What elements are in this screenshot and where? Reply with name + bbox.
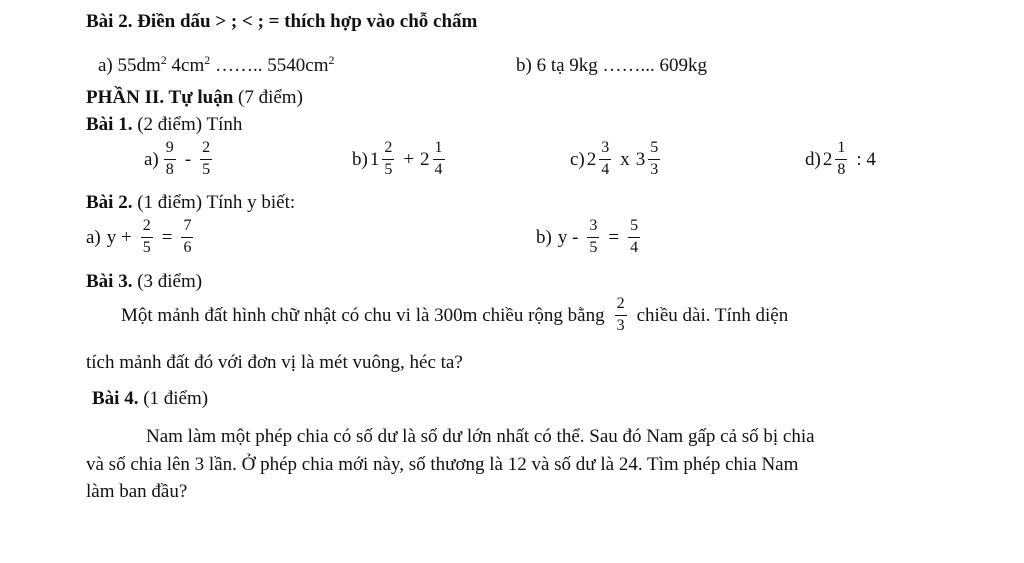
mixed-number: 2 $\frac{1}{4}$ [420, 139, 443, 178]
area-left-value: 55dm [117, 55, 161, 76]
exercise-1-item-a [144, 140, 215, 179]
exercise-4-label: Bài 4. [92, 388, 139, 409]
exercise-3-heading [86, 272, 202, 291]
fraction: $\frac{2}{3}$ [616, 295, 625, 334]
equals-sign: = [608, 226, 620, 248]
fraction: $\frac{3}{5}$ [589, 217, 598, 256]
operator: - [184, 148, 192, 170]
exercise-3-label: Bài 3. [86, 271, 133, 292]
item-label: b) [352, 148, 368, 170]
blank-dots: …….. [210, 55, 268, 76]
division-tail: : 4 [856, 148, 876, 170]
equals-sign: = [161, 226, 173, 248]
operator: + [403, 148, 415, 170]
part-2-heading [86, 88, 303, 107]
exercise-2-compare-title: Bài 2. Điền dấu > ; < ; = thích hợp vào chỗ chấm [86, 11, 478, 32]
part-2-title: PHẦN II. Tự luận [86, 87, 234, 108]
item-label: b) [536, 226, 552, 248]
equation-lhs: y - [557, 226, 579, 248]
exercise-4-line-1: Nam làm một phép chia có số dư là số dư lớn nhất có thể. Sau đó Nam gấp cả số bị chia [146, 426, 815, 447]
exercise-2-equation-b [536, 218, 643, 257]
part-2-points: (7 điểm) [233, 87, 303, 108]
exercise-4-heading [92, 389, 208, 408]
fraction: $\frac{2}{5}$ [142, 217, 151, 256]
fraction: $\frac{2}{5}$ [202, 139, 211, 178]
exercise-3-text-b: chiều dài. Tính diện [636, 304, 789, 326]
operator: x [620, 148, 630, 170]
exercise-2-part-a [98, 53, 335, 76]
exercise-1-heading [86, 115, 242, 134]
mixed-number: 1 $\frac{2}{5}$ [369, 139, 393, 178]
mixed-number: 3 $\frac{5}{3}$ [635, 139, 659, 178]
exercise-1-label: Bài 1. [86, 114, 133, 135]
mixed-number: 2 $\frac{1}{8}$ [822, 139, 846, 178]
item-label: a) [86, 226, 101, 248]
exercise-2-equation-a [86, 218, 196, 257]
area-left-value-2: 4cm [166, 55, 205, 76]
exercise-1-instruction: (2 điểm) Tính [132, 114, 243, 135]
exercise-4-line-2: và số chia lên 3 lần. Ở phép chia mới này, số thương là 12 và số dư là 24. Tìm phép chia Nam [86, 454, 799, 475]
fraction: $\frac{5}{4}$ [630, 217, 639, 256]
exponent: 2 [160, 53, 167, 67]
exercise-2-instruction: (1 điểm) Tính y biết: [132, 192, 296, 213]
exercise-3-line-1 [121, 296, 788, 335]
exercise-3-text-a: Một mảnh đất hình chữ nhật có chu vi là 300m chiều rộng bằng [121, 304, 605, 326]
exercise-2-find-y-heading [86, 193, 295, 212]
item-label: c) [570, 148, 585, 170]
exponent: 2 [204, 53, 211, 67]
exercise-1-item-b [352, 140, 448, 179]
fraction: $\frac{7}{6}$ [183, 217, 192, 256]
exercise-1-item-d [805, 140, 880, 179]
exercise-3-line-2: tích mảnh đất đó với đơn vị là mét vuông, héc ta? [86, 352, 463, 373]
fraction: $\frac{9}{8}$ [165, 139, 174, 178]
exercise-2-part-b: b) 6 tạ 9kg ……... 609kg [516, 55, 708, 76]
item-label: d) [805, 148, 821, 170]
exercise-3-points: (3 điểm) [132, 271, 203, 292]
equation-lhs: y + [106, 226, 132, 248]
exercise-4-points: (1 điểm) [138, 388, 209, 409]
part-a-label: a) [98, 55, 113, 76]
area-right-value: 5540cm [267, 55, 329, 76]
exponent: 2 [328, 53, 335, 67]
item-label: a) [144, 148, 159, 170]
exercise-4-line-3: làm ban đầu? [86, 481, 188, 502]
exercise-2-label: Bài 2. [86, 192, 133, 213]
mixed-number: 2 $\frac{3}{4}$ [586, 139, 610, 178]
exercise-1-item-c [570, 140, 663, 179]
